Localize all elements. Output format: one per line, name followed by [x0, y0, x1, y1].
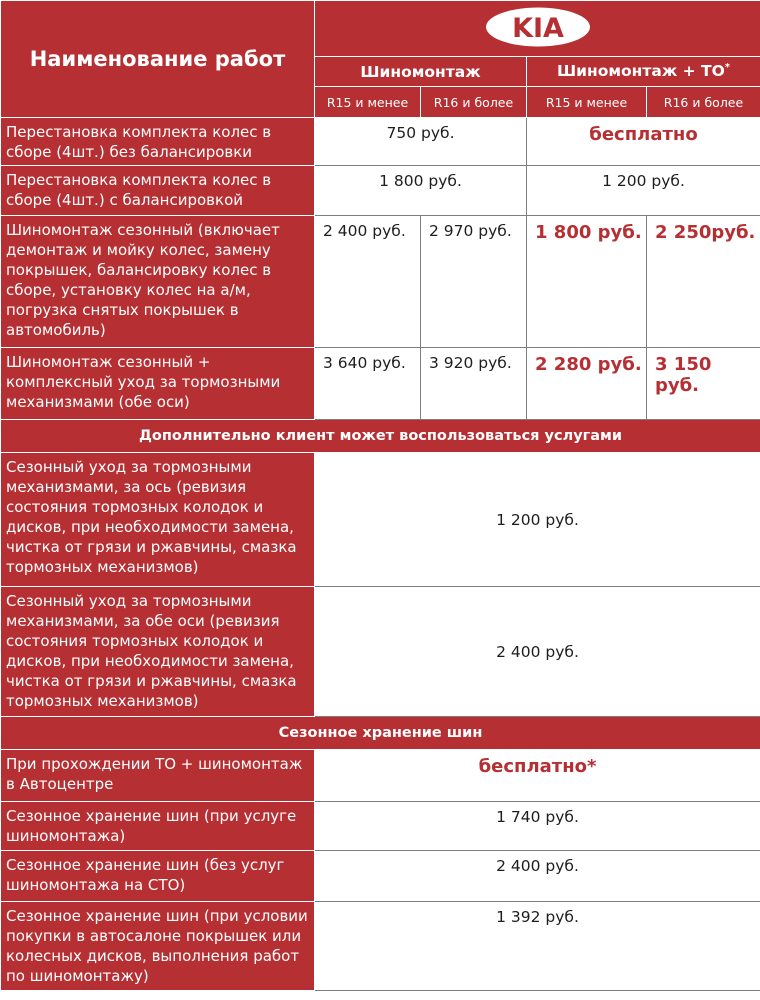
table-row — [1, 118, 760, 166]
service-description: При прохождении ТО + шиномонтаж в Автоцентре — [1, 750, 315, 802]
column-title: Наименование работ — [1, 1, 315, 118]
r15-header: R15 и менее — [315, 87, 421, 118]
table-row — [1, 348, 760, 420]
table-row — [1, 902, 760, 991]
group-tire-fitting: Шиномонтаж — [315, 57, 527, 87]
price-tire-r15: 2 400 руб. — [315, 216, 421, 348]
table-row — [1, 216, 760, 348]
price-free: бесплатно* — [315, 750, 760, 802]
price-tire-to-r15: 2 280 руб. — [527, 348, 647, 420]
price-tire-r16: 2 970 руб. — [421, 216, 527, 348]
section-row — [1, 717, 760, 750]
asterisk-mark: * — [724, 62, 731, 74]
price: 2 400 руб. — [315, 851, 760, 902]
table-row — [1, 750, 760, 802]
price-tire-to: бесплатно — [527, 118, 760, 166]
section-extra-services: Дополнительно клиент может воспользоваться услугами — [1, 420, 760, 453]
price: 1 200 руб. — [315, 453, 760, 587]
section-row — [1, 420, 760, 453]
r15-header-to: R15 и менее — [527, 87, 647, 118]
table-row — [1, 453, 760, 587]
section-tire-storage: Сезонное хранение шин — [1, 717, 760, 750]
price: 1 740 руб. — [315, 802, 760, 851]
service-description: Сезонное хранение шин (при услуге шиномонтажа) — [1, 802, 315, 851]
group-tire-fitting-service: Шиномонтаж + ТО* — [527, 57, 760, 87]
table-row — [1, 166, 760, 216]
brand-logo-cell — [315, 1, 760, 57]
table-row — [1, 802, 760, 851]
service-description: Перестановка комплекта колес в сборе (4шт.) с балансировкой — [1, 166, 315, 216]
r16-header: R16 и более — [421, 87, 527, 118]
asterisk-mark: * — [587, 756, 597, 777]
service-description: Шиномонтаж сезонный + комплексный уход за тормозными механизмами (обе оси) — [1, 348, 315, 420]
service-description: Сезонное хранение шин (без услуг шиномонтажа на СТО) — [1, 851, 315, 902]
table-row — [1, 587, 760, 717]
header-row — [1, 1, 760, 57]
price-tire: 750 руб. — [315, 118, 527, 166]
price-tire-to-r16: 2 250руб. — [647, 216, 760, 348]
price-tire-to-r16: 3 150 руб. — [647, 348, 760, 420]
price-tire: 1 800 руб. — [315, 166, 527, 216]
service-description: Сезонный уход за тормозными механизмами, за ось (ревизия состояния тормозных колодок и дисков, при необходимости замена, чистка от грязи и ржавчины, смазка тормозных механизмов) — [1, 453, 315, 587]
price: 2 400 руб. — [315, 587, 760, 717]
service-description: Сезонный уход за тормозными механизмами, за обе оси (ревизия состояния тормозных колодок и дисков, при необходимости замена, чистка от грязи и ржавчины, смазка тормозных механизмов) — [1, 587, 315, 717]
r16-header-to: R16 и более — [647, 87, 760, 118]
service-description: Шиномонтаж сезонный (включает демонтаж и мойку колес, замену покрышек, балансировку колес в сборе, установку колес на а/м, погрузка снятых покрышек в автомобиль) — [1, 216, 315, 348]
kia-logo — [483, 5, 593, 49]
price-tire-to: 1 200 руб. — [527, 166, 760, 216]
price-tire-r16: 3 920 руб. — [421, 348, 527, 420]
kia-logo-text: KIA — [511, 12, 564, 44]
service-description: Перестановка комплекта колес в сборе (4шт.) без балансировки — [1, 118, 315, 166]
price-tire-to-r15: 1 800 руб. — [527, 216, 647, 348]
price-tire-r15: 3 640 руб. — [315, 348, 421, 420]
service-description: Сезонное хранение шин (при условии покупки в автосалоне покрышек или колесных дисков, выполнения работ по шиномонтажу) — [1, 902, 315, 991]
price: 1 392 руб. — [315, 902, 760, 991]
table-row — [1, 851, 760, 902]
